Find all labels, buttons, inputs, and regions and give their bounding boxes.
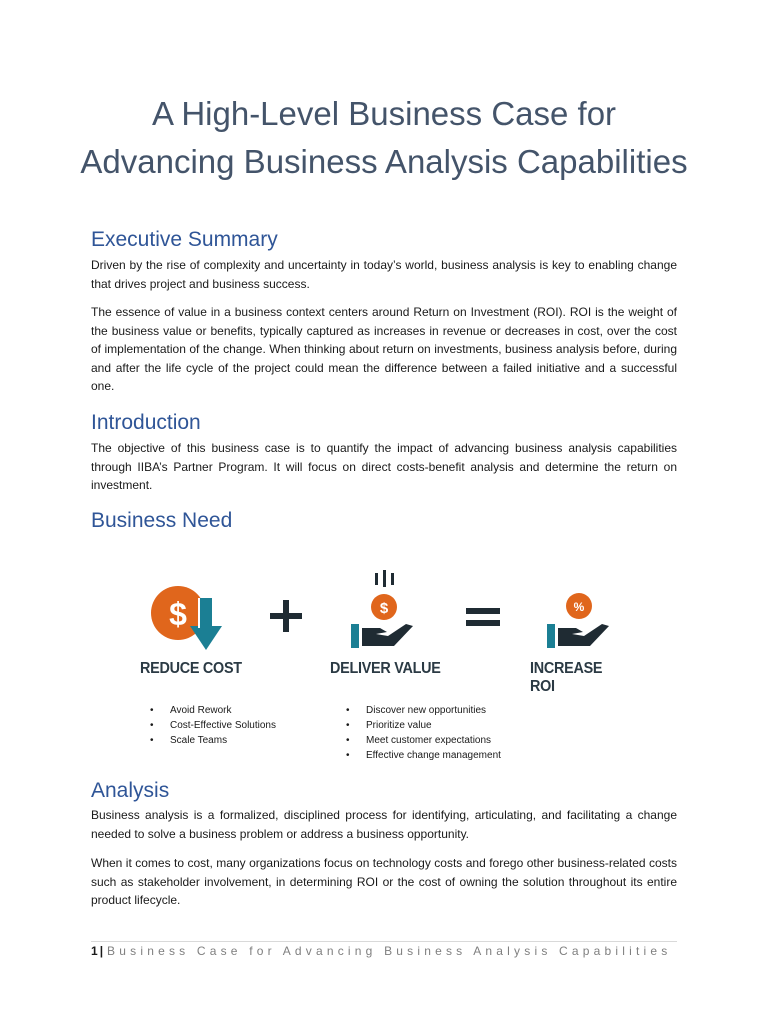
reduce-cost-list [150,703,276,748]
reduce-cost-label: REDUCE COST [140,660,242,677]
list-item: • Meet customer expectations [346,735,492,746]
svg-text:$: $ [379,600,389,617]
deliver-value-label: DELIVER VALUE [330,660,441,677]
bullet-icon: • [346,720,350,731]
footer-text: Business Case for Advancing Business Analysis Capabilities [107,944,672,958]
executive-summary-para-1: Driven by the rise of complexity and uncertainty in today’s world, business analysis is key to enabling change that drives project and business success. [91,258,677,291]
executive-summary-para-2: The essence of value in a business context centers around Return on Investment (ROI). ROI is the weight of the business value or benefits, typically captured as increases in revenue or decreases in cost, over the cost of implementation of the change. When thinking about return on investments, business analysis before, during and after the life cycle of the project could mean the difference between a failed initiative and a successful one. [91,305,677,393]
footer-divider [91,941,677,942]
page-number: 1 [91,944,98,958]
title-line-2: Advancing Business Analysis Capabilities [80,143,688,180]
analysis-para-1: Business analysis is a formalized, disciplined process for identifying, articulating, and facilitating a change needed to solve a business problem or address a business opportunity. [91,808,677,841]
list-item: • Discover new opportunities [346,705,487,716]
bullet-icon: • [150,720,154,731]
deliver-value-icon [351,570,413,648]
equals-icon [466,608,500,626]
bullet-icon: • [346,735,350,746]
reduce-cost-icon [151,586,222,650]
plus-icon [270,600,302,632]
title-line-1: A High-Level Business Case for [151,95,617,132]
list-item: • Avoid Rework [150,705,232,716]
business-need-graphic [130,560,630,695]
list-item: • Effective change management [346,750,501,761]
analysis-heading: Analysis [91,779,170,802]
bullet-icon: • [150,735,154,746]
business-need-heading: Business Need [91,509,233,532]
introduction-para-1: The objective of this business case is to quantify the impact of advancing business analysis capabilities through IIBA’s Partner Program. It will focus on direct costs-benefit analysis and determine the return on investment. [91,441,677,492]
document-title [60,90,708,186]
executive-summary-heading: Executive Summary [91,228,278,251]
footer-separator: | [99,944,104,958]
analysis-para-2: When it comes to cost, many organizations focus on technology costs and forego other business-related costs such as stakeholder involvement, in determining ROI or the cost of owning the solution throughout its entire product lifecycle. [91,856,677,907]
list-item: • Prioritize value [346,720,432,731]
deliver-value-list [346,703,501,763]
increase-roi-label: INCREASE ROI [530,660,603,695]
list-item: • Scale Teams [150,735,228,746]
list-item: • Cost-Effective Solutions [150,720,276,731]
page-footer [91,944,671,958]
bullet-icon: • [346,750,350,761]
increase-roi-icon [547,593,609,648]
bullet-icon: • [346,705,350,716]
bullet-icon: • [150,705,154,716]
introduction-heading: Introduction [91,411,201,434]
svg-text:%: % [573,600,585,614]
svg-text:$: $ [169,596,187,632]
